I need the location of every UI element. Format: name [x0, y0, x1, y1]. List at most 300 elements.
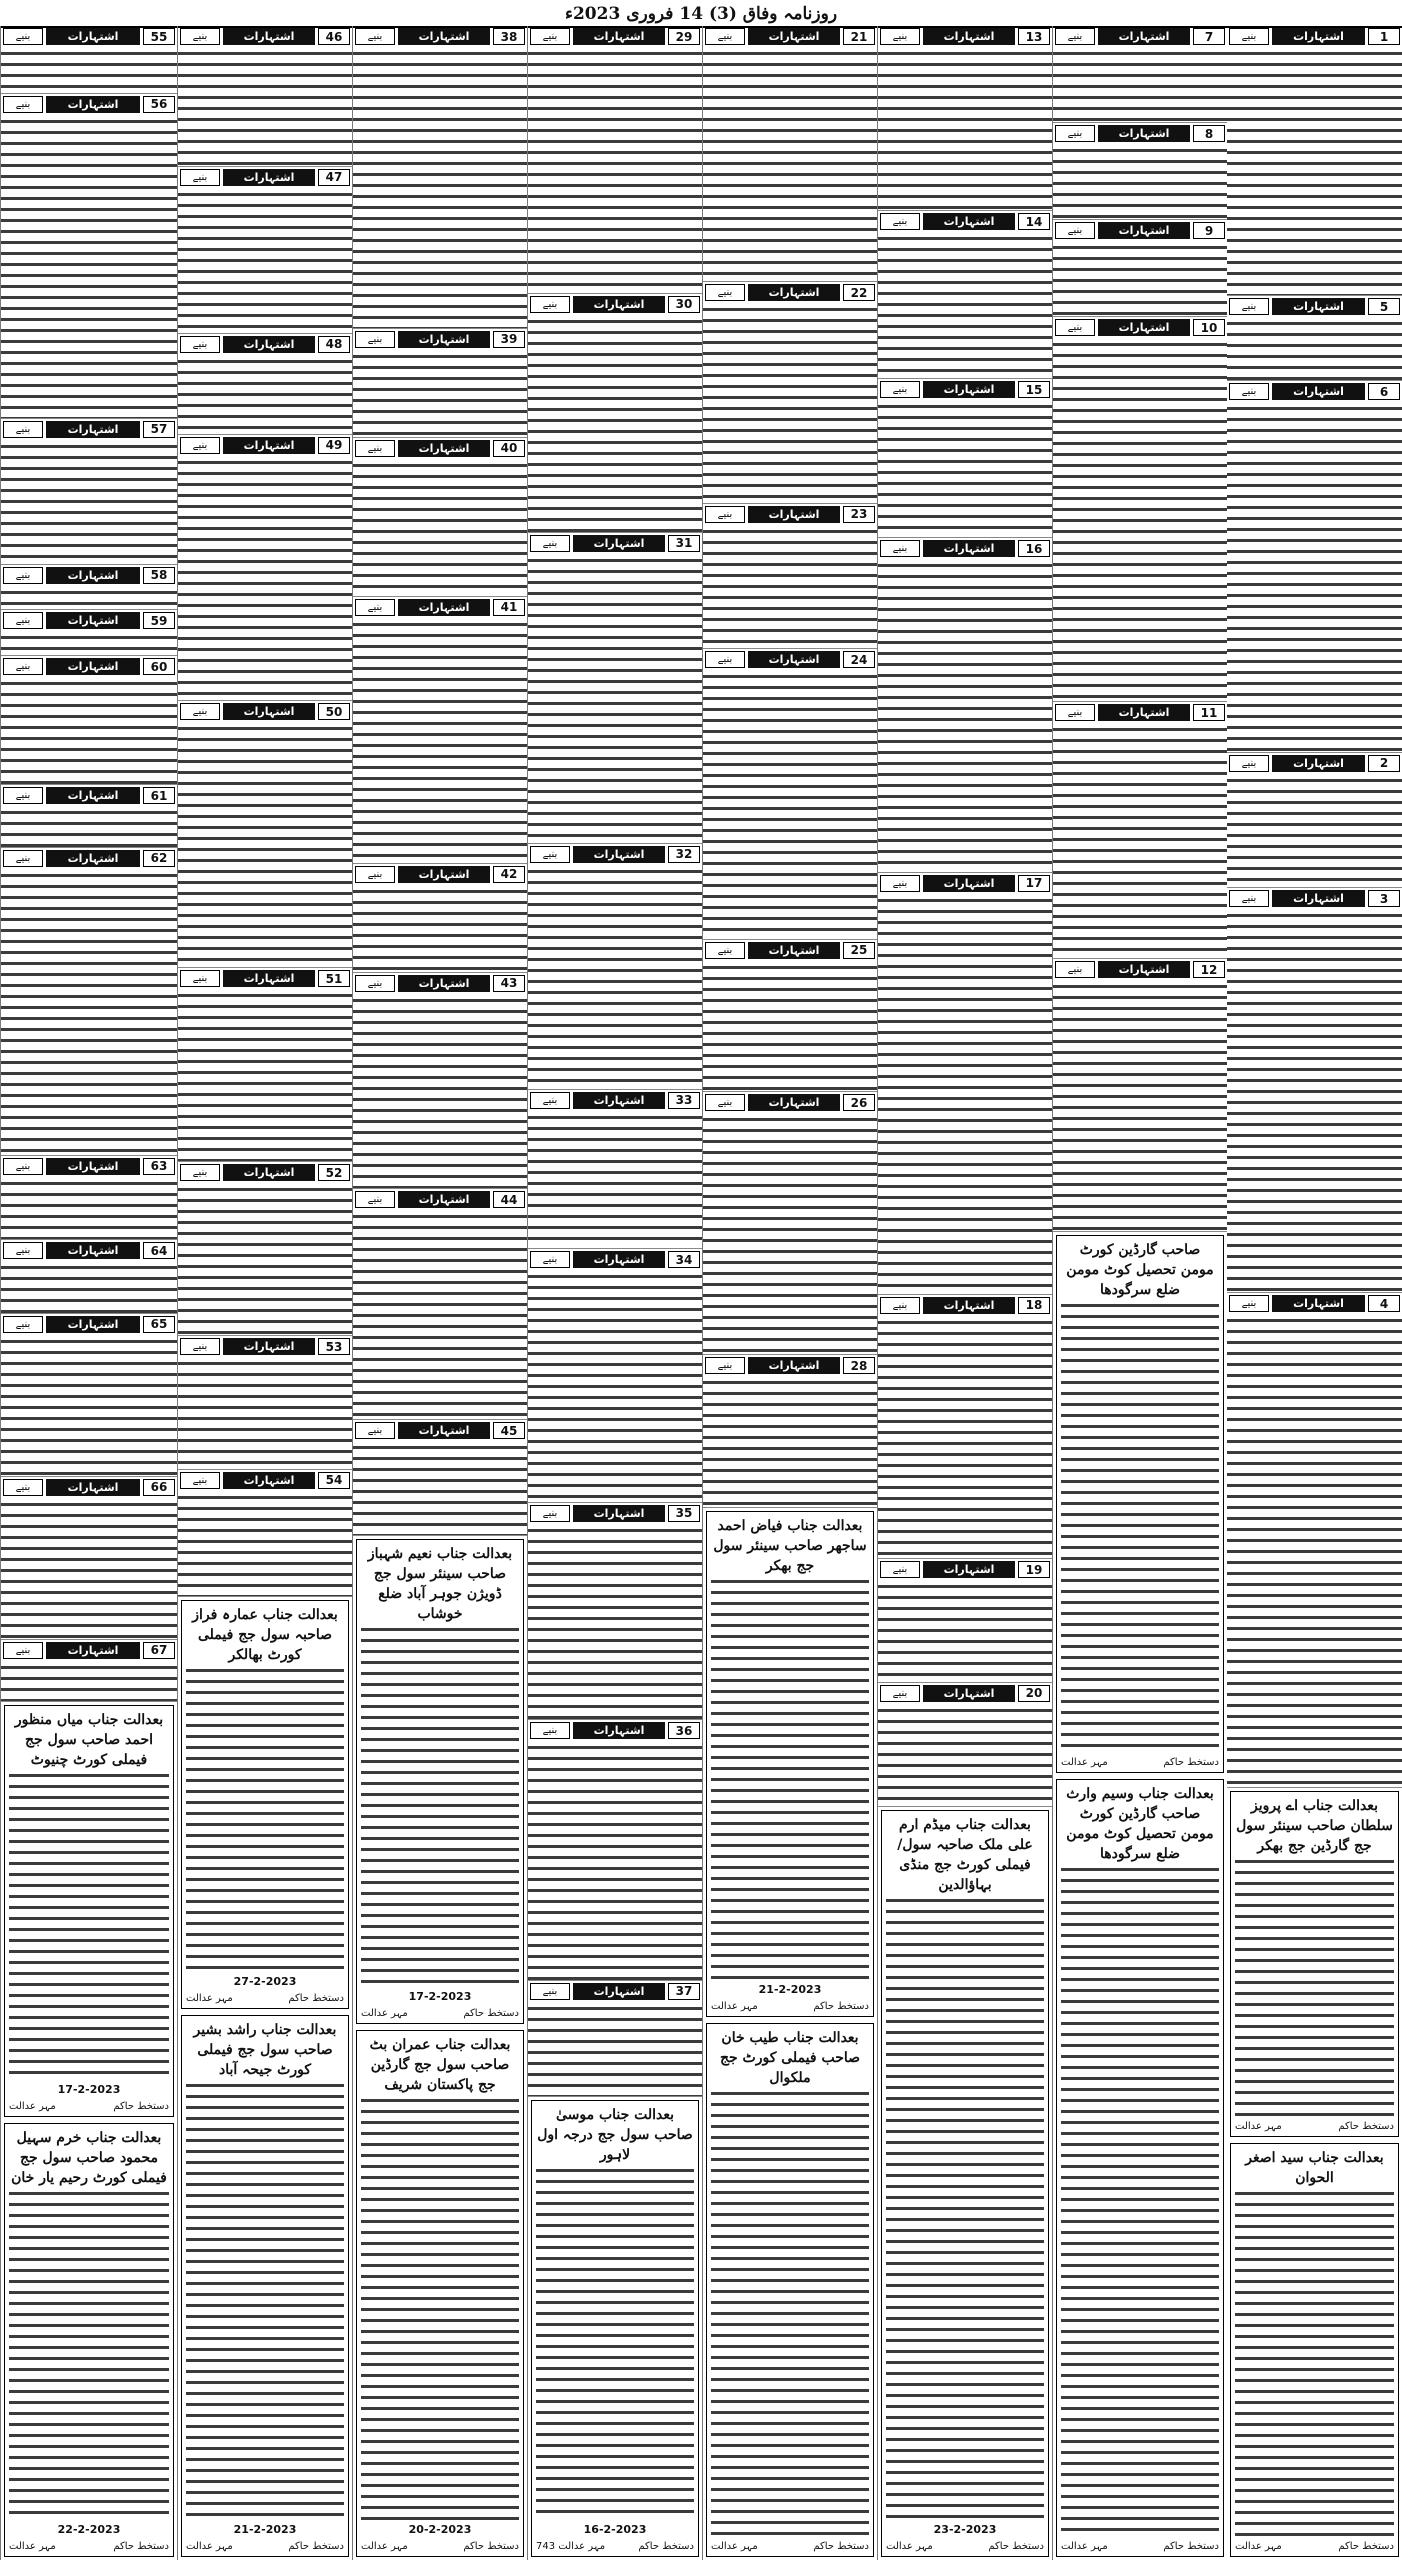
notice-stub: بنیے: [355, 440, 395, 457]
notice-19: [878, 1559, 1052, 1683]
notice-stub: بنیے: [3, 787, 43, 804]
seal-label: مہر عدالت: [186, 2541, 233, 2552]
notice-label: اشتہارات: [748, 942, 840, 959]
notice-stub: بنیے: [880, 213, 920, 230]
notice-stub: بنیے: [1229, 298, 1269, 315]
notice-label: اشتہارات: [748, 651, 840, 668]
notice-header: [880, 540, 1050, 557]
hearing-date: 17-2-2023: [408, 1989, 472, 2003]
notice-body-text: [353, 995, 527, 1189]
notice-number: 7: [1193, 28, 1225, 45]
notice-body-text: [178, 457, 352, 701]
notice-stub: بنیے: [355, 1422, 395, 1439]
notice-body-text: [353, 1442, 527, 1535]
court-body-text: [536, 2165, 694, 2521]
notice-label: اشتہارات: [46, 612, 140, 629]
notice-body-text: [1, 678, 177, 784]
hearing-date: 22-2-2023: [57, 2523, 121, 2536]
notice-stub: بنیے: [530, 28, 570, 45]
notice-number: 52: [318, 1164, 350, 1181]
notice-label: اشتہارات: [573, 1251, 665, 1268]
notice-label: اشتہارات: [1272, 890, 1365, 907]
court-body-text: [186, 2080, 344, 2521]
notice-header: [3, 421, 175, 438]
notice-stub: بنیے: [705, 28, 745, 45]
notice-stub: بنیے: [880, 381, 920, 398]
notice-66: [1, 1477, 177, 1640]
notice-header: [1055, 704, 1225, 721]
notice-stub: بنیے: [1055, 222, 1095, 239]
notice-stub: بنیے: [530, 1251, 570, 1268]
court-footer: [886, 2541, 1044, 2552]
notice-header: [705, 1094, 875, 1111]
court-title: بعدالت جناب موسیٰ صاحب سول جج درجہ اول لاہور: [537, 2106, 693, 2163]
notice-stub: بنیے: [3, 421, 43, 438]
court-footer: [1235, 2121, 1394, 2132]
notice-number: 62: [143, 850, 175, 867]
notice-stub: بنیے: [530, 1092, 570, 1109]
notice-stub: بنیے: [1055, 704, 1095, 721]
notice-body-text: [878, 48, 1052, 210]
court-footer: [361, 2008, 519, 2019]
notice-header: [1055, 319, 1225, 336]
hearing-date: 17-2-2023: [57, 2082, 121, 2096]
notice-number: 40: [493, 440, 525, 457]
notice-50: [178, 701, 352, 968]
notice-header: [355, 1191, 525, 1208]
notice-number: 32: [668, 846, 700, 863]
notice-label: اشتہارات: [573, 846, 665, 863]
court-notice: [1056, 1235, 1224, 1773]
notice-body-text: [353, 886, 527, 972]
court-title: صاحب گارڈین کورٹ مومن تحصیل کوٹ مومن ضلع سرگودھا: [1066, 1242, 1214, 1298]
notice-header: [880, 1297, 1050, 1314]
notice-35: [528, 1503, 702, 1720]
notice-header: [530, 1505, 700, 1522]
notice-stub: بنیے: [705, 942, 745, 959]
notice-10: [1053, 317, 1227, 702]
hearing-date: 20-2-2023: [408, 2523, 472, 2537]
seal-label: مہر عدالت: [186, 1993, 233, 2005]
notice-28: [703, 1355, 877, 1508]
notice-label: اشتہارات: [46, 567, 140, 584]
court-notice: [356, 2030, 524, 2557]
notice-body-text: [353, 619, 527, 863]
hearing-date: 21-2-2023: [233, 2523, 297, 2536]
notice-number: 60: [143, 658, 175, 675]
notice-body-text: [878, 895, 1052, 1294]
court-body-text: [1235, 2188, 1394, 2538]
notice-number: 58: [143, 567, 175, 584]
notice-26: [703, 1092, 877, 1355]
notice-42: [353, 864, 527, 973]
notice-stub: بنیے: [3, 658, 43, 675]
notice-label: اشتہارات: [1272, 298, 1365, 315]
column-7: [177, 26, 352, 2560]
notice-stub: بنیے: [880, 1297, 920, 1314]
notice-64: [1, 1240, 177, 1314]
notice-label: اشتہارات: [46, 658, 140, 675]
notice-header: [880, 875, 1050, 892]
notice-label: اشتہارات: [46, 850, 140, 867]
notice-stub: بنیے: [3, 1642, 43, 1659]
notice-number: 28: [843, 1357, 875, 1374]
notice-number: 31: [668, 535, 700, 552]
court-footer: [711, 2541, 869, 2552]
notice-stub: بنیے: [1055, 319, 1095, 336]
notice-header: [530, 1983, 700, 2000]
notice-number: 44: [493, 1191, 525, 1208]
notice-number: 41: [493, 599, 525, 616]
column-3: [877, 26, 1052, 2560]
court-title: بعدالت جناب سید اصغر الحوان: [1245, 2150, 1384, 2187]
court-notice: [4, 1705, 174, 2117]
notice-stub: بنیے: [880, 1685, 920, 1702]
signature-label: دستخط حاکم: [813, 2001, 869, 2013]
notice-body-text: [1, 587, 177, 610]
notice-number: 24: [843, 651, 875, 668]
column-8: [0, 26, 177, 2560]
notice-header: [180, 28, 350, 45]
notice-7: [1053, 26, 1227, 123]
notice-number: 33: [668, 1092, 700, 1109]
notice-label: اشتہارات: [1272, 755, 1365, 772]
court-body-text: [9, 1770, 169, 2081]
notice-header: [3, 1158, 175, 1175]
notice-label: اشتہارات: [923, 1297, 1015, 1314]
notice-body-text: [528, 1742, 702, 1980]
court-body-text: [886, 1895, 1044, 2521]
court-footer: [1061, 2541, 1219, 2552]
notice-40: [353, 438, 527, 597]
notice-number: 29: [668, 28, 700, 45]
notice-body-text: [1227, 1315, 1402, 1787]
notice-53: [178, 1336, 352, 1470]
signature-label: دستخط حاکم: [463, 2007, 519, 2019]
signature-label: دستخط حاکم: [463, 2541, 519, 2553]
notice-label: اشتہارات: [398, 866, 490, 883]
notice-header: [705, 284, 875, 301]
court-body-text: [9, 2188, 169, 2521]
notice-stub: بنیے: [180, 336, 220, 353]
seal-label: مہر عدالت 743: [536, 2540, 606, 2552]
court-footer: [711, 2001, 869, 2012]
notice-header: [705, 651, 875, 668]
notice-body-text: [703, 304, 877, 503]
notice-header: [180, 336, 350, 353]
notice-body-text: [703, 962, 877, 1092]
notice-body-text: [528, 866, 702, 1089]
notice-header: [880, 1685, 1050, 1702]
notice-grid: [0, 26, 1402, 2560]
seal-label: مہر عدالت: [1061, 1757, 1108, 1768]
notice-number: 46: [318, 28, 350, 45]
notice-59: [1, 610, 177, 656]
court-footer: [186, 1993, 344, 2004]
masthead: [0, 0, 1402, 28]
notice-stub: بنیے: [530, 846, 570, 863]
notice-39: [353, 329, 527, 438]
court-notice: [1230, 1791, 1399, 2138]
notice-body-text: [1, 1262, 177, 1313]
notice-46: [178, 26, 352, 167]
notice-label: اشتہارات: [1098, 319, 1190, 336]
court-notice: [1056, 1779, 1224, 2557]
notice-header: [1055, 222, 1225, 239]
notice-label: اشتہارات: [1098, 125, 1190, 142]
notice-body-text: [1, 1178, 177, 1240]
notice-body-text: [1053, 724, 1227, 958]
court-body-text: [1061, 1300, 1219, 1754]
notice-header: [3, 612, 175, 629]
notice-body-text: [178, 48, 352, 166]
notice-number: 3: [1368, 890, 1400, 907]
notice-label: اشتہارات: [573, 296, 665, 313]
notice-body-text: [1053, 145, 1227, 219]
notice-header: [3, 850, 175, 867]
notice-label: اشتہارات: [573, 1092, 665, 1109]
notice-body-text: [353, 460, 527, 596]
notice-header: [180, 970, 350, 987]
notice-header: [3, 28, 175, 45]
notice-label: اشتہارات: [223, 437, 315, 454]
notice-body-text: [528, 1525, 702, 1719]
column-6: [352, 26, 527, 2560]
notice-23: [703, 504, 877, 650]
notice-20: [878, 1683, 1052, 1807]
notice-label: اشتہارات: [1272, 383, 1365, 400]
notice-body-text: [178, 1358, 352, 1469]
notice-label: اشتہارات: [923, 875, 1015, 892]
notice-label: اشتہارات: [46, 28, 140, 45]
notice-number: 16: [1018, 540, 1050, 557]
notice-header: [1229, 1295, 1400, 1312]
notice-header: [530, 535, 700, 552]
notice-stub: بنیے: [1055, 28, 1095, 45]
notice-body-text: [528, 1271, 702, 1501]
notice-number: 14: [1018, 213, 1050, 230]
seal-label: مہر عدالت: [1061, 2541, 1108, 2552]
notice-body-text: [878, 233, 1052, 378]
notice-number: 39: [493, 331, 525, 348]
notice-header: [1229, 28, 1400, 45]
court-footer: [9, 2101, 169, 2112]
notice-stub: بنیے: [180, 1338, 220, 1355]
notice-label: اشتہارات: [1098, 704, 1190, 721]
notice-header: [530, 28, 700, 45]
notice-number: 17: [1018, 875, 1050, 892]
notice-stub: بنیے: [705, 1094, 745, 1111]
notice-41: [353, 597, 527, 864]
notice-label: اشتہارات: [398, 440, 490, 457]
notice-number: 9: [1193, 222, 1225, 239]
court-footer: [361, 2541, 519, 2552]
notice-2: [1227, 753, 1402, 889]
notice-stub: بنیے: [1229, 755, 1269, 772]
notice-16: [878, 538, 1052, 873]
notice-header: [705, 1357, 875, 1374]
notice-63: [1, 1156, 177, 1241]
notice-header: [880, 1561, 1050, 1578]
notice-body-text: [178, 990, 352, 1161]
notice-header: [705, 942, 875, 959]
notice-number: 20: [1018, 1685, 1050, 1702]
notice-number: 23: [843, 506, 875, 523]
notice-header: [3, 1242, 175, 1259]
notice-header: [3, 1316, 175, 1333]
signature-label: دستخط حاکم: [638, 2540, 694, 2552]
court-notice: [181, 2015, 349, 2557]
signature-label: دستخط حاکم: [988, 2540, 1044, 2552]
notice-stub: بنیے: [180, 437, 220, 454]
notice-stub: بنیے: [705, 506, 745, 523]
notice-label: اشتہارات: [748, 28, 840, 45]
notice-21: [703, 26, 877, 282]
notice-label: اشتہارات: [923, 381, 1015, 398]
court-title: بعدالت جناب فیاض احمد ساجھر صاحب سینئر سول جج بھکر: [713, 1517, 867, 1574]
notice-label: اشتہارات: [398, 975, 490, 992]
notice-stub: بنیے: [3, 1479, 43, 1496]
notice-31: [528, 533, 702, 844]
notice-header: [530, 1092, 700, 1109]
notice-17: [878, 873, 1052, 1295]
notice-65: [1, 1314, 177, 1477]
notice-body-text: [703, 671, 877, 938]
notice-12: [1053, 959, 1227, 1232]
court-body-text: [711, 2088, 869, 2538]
notice-6: [1227, 381, 1402, 752]
court-title: بعدالت جناب خرم سہیل محمود صاحب سول جج فیملی کورٹ رحیم یار خان: [11, 2129, 167, 2186]
notice-57: [1, 419, 177, 565]
notice-stub: بنیے: [1229, 1295, 1269, 1312]
court-title: بعدالت جناب اے پرویز سلطان صاحب سینئر سول جج گارڈین جج بھکر: [1236, 1797, 1393, 1854]
court-notice: [531, 2100, 699, 2557]
notice-header: [1055, 28, 1225, 45]
notice-stub: بنیے: [1229, 890, 1269, 907]
notice-number: 45: [493, 1422, 525, 1439]
court-body-text: [1235, 1856, 1394, 2119]
notice-body-text: [878, 1705, 1052, 1806]
notice-stub: بنیے: [3, 612, 43, 629]
notice-stub: بنیے: [355, 599, 395, 616]
notice-label: اشتہارات: [398, 1422, 490, 1439]
notice-label: اشتہارات: [573, 28, 665, 45]
notice-header: [355, 975, 525, 992]
notice-33: [528, 1090, 702, 1250]
notice-header: [355, 440, 525, 457]
column-1: [1227, 26, 1402, 2560]
notice-number: 51: [318, 970, 350, 987]
notice-body-text: [1053, 981, 1227, 1231]
notice-body-text: [178, 189, 352, 333]
notice-number: 25: [843, 942, 875, 959]
notice-label: اشتہارات: [223, 1338, 315, 1355]
notice-label: اشتہارات: [573, 1722, 665, 1739]
notice-8: [1053, 123, 1227, 220]
notice-43: [353, 973, 527, 1190]
notice-body-text: [1053, 48, 1227, 122]
court-notice: [1230, 2143, 1399, 2557]
notice-header: [705, 506, 875, 523]
notice-5: [1227, 296, 1402, 381]
notice-stub: بنیے: [355, 975, 395, 992]
signature-label: دستخط حاکم: [1338, 2541, 1394, 2552]
notice-number: 11: [1193, 704, 1225, 721]
court-notice: [706, 2023, 874, 2557]
notice-header: [355, 866, 525, 883]
notice-stub: بنیے: [530, 1505, 570, 1522]
notice-header: [530, 1251, 700, 1268]
notice-stub: بنیے: [355, 28, 395, 45]
notice-stub: بنیے: [705, 651, 745, 668]
notice-number: 63: [143, 1158, 175, 1175]
notice-stub: بنیے: [530, 535, 570, 552]
masthead-title: روزنامہ وفاق (3) 14 فروری 2023ء: [564, 3, 838, 24]
notice-stub: بنیے: [180, 970, 220, 987]
notice-number: 37: [668, 1983, 700, 2000]
seal-label: مہر عدالت: [9, 2541, 56, 2552]
notice-number: 65: [143, 1316, 175, 1333]
notice-9: [1053, 220, 1227, 317]
notice-stub: بنیے: [355, 866, 395, 883]
notice-49: [178, 435, 352, 702]
notice-label: اشتہارات: [923, 28, 1015, 45]
court-body-text: [711, 1576, 869, 1981]
seal-label: مہر عدالت: [361, 2541, 408, 2553]
notice-body-text: [528, 316, 702, 532]
notice-61: [1, 785, 177, 847]
notice-number: 8: [1193, 125, 1225, 142]
notice-label: اشتہارات: [1098, 961, 1190, 978]
notice-number: 22: [843, 284, 875, 301]
notice-body-text: [178, 1492, 352, 1596]
seal-label: مہر عدالت: [361, 2007, 408, 2019]
notice-header: [355, 599, 525, 616]
notice-label: اشتہارات: [573, 1983, 665, 2000]
notice-header: [1229, 383, 1400, 400]
notice-36: [528, 1720, 702, 1981]
notice-label: اشتہارات: [398, 28, 490, 45]
notice-body-text: [1, 48, 177, 93]
notice-label: اشتہارات: [748, 284, 840, 301]
notice-stub: بنیے: [3, 567, 43, 584]
notice-header: [530, 1722, 700, 1739]
court-footer: [186, 2541, 344, 2552]
notice-label: اشتہارات: [748, 1094, 840, 1111]
notice-label: اشتہارات: [223, 169, 315, 186]
notice-number: 55: [143, 28, 175, 45]
notice-body-text: [1, 807, 177, 846]
notice-4: [1227, 1293, 1402, 1788]
court-footer: [9, 2541, 169, 2552]
notice-1: [1227, 26, 1402, 296]
notice-stub: بنیے: [530, 1722, 570, 1739]
notice-number: 2: [1368, 755, 1400, 772]
notice-number: 56: [143, 96, 175, 113]
notice-44: [353, 1189, 527, 1420]
notice-body-text: [878, 1317, 1052, 1558]
court-notice: [881, 1810, 1049, 2557]
court-title: بعدالت جناب نعیم شہباز صاحب سینئر سول جج ڈویژن جوہر آباد ضلع خوشاب: [367, 1546, 513, 1623]
notice-label: اشتہارات: [223, 28, 315, 45]
notice-body-text: [1227, 775, 1402, 888]
notice-stub: بنیے: [530, 1983, 570, 2000]
notice-label: اشتہارات: [398, 331, 490, 348]
notice-body-text: [878, 560, 1052, 872]
notice-label: اشتہارات: [46, 1479, 140, 1496]
column-2: [1052, 26, 1227, 2560]
court-title: بعدالت جناب میڈم ارم علی ملک صاحبہ سول/فیملی کورٹ جج منڈی بہاؤالدین: [897, 1816, 1033, 1893]
